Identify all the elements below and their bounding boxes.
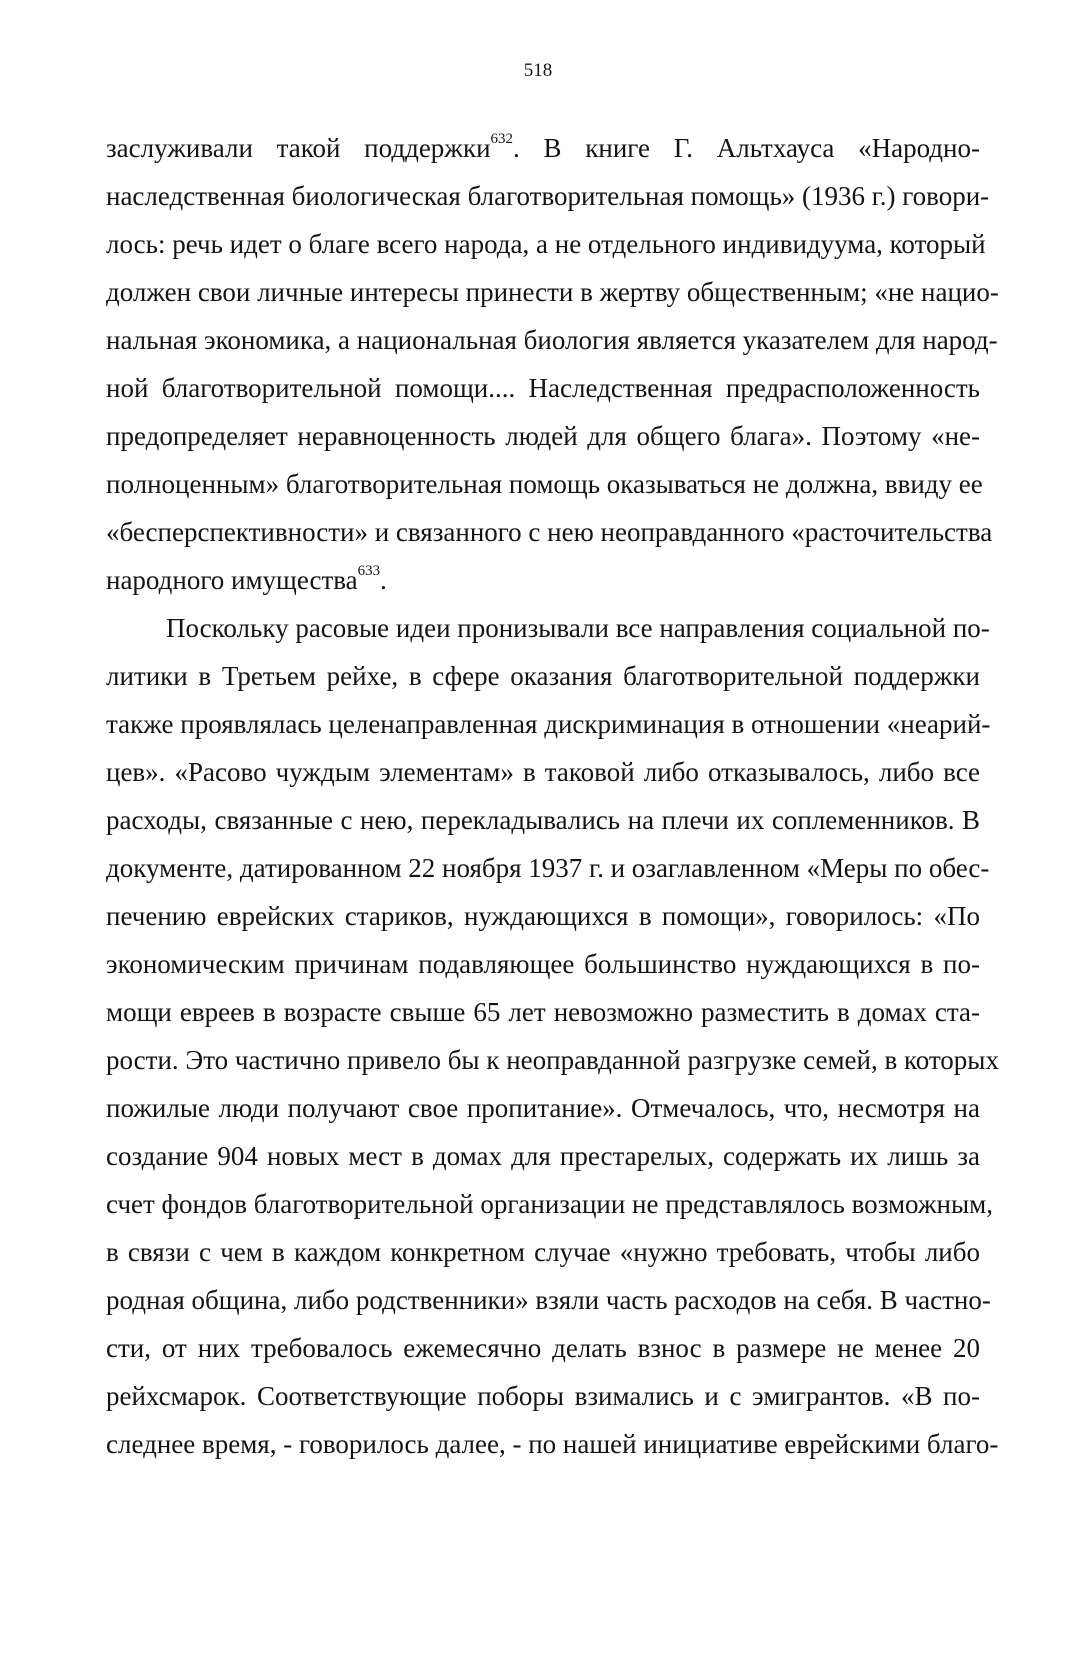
text-line: лось: речь идет о благе всего народа, а не отдельного индивидуума, который	[106, 229, 986, 259]
text-line: родная община, либо родственники» взяли часть расходов на себя. В частно-	[106, 1285, 991, 1315]
text-line: Поскольку расовые идеи пронизывали все направления социальной по-	[166, 613, 990, 643]
text-line: должен свои личные интересы принести в жертву общественным; «не нацио-	[106, 277, 999, 307]
text-line: также проявлялась целенаправленная дискриминация в отношении «неарий-	[106, 709, 991, 739]
text-line: цев». «Расово чуждым элементам» в таковой либо отказывалось, либо все	[106, 757, 980, 787]
text-line: народного имущества$^{633}$.	[106, 563, 387, 595]
text-line: полноценным» благотворительная помощь оказываться не должна, ввиду ее	[106, 469, 983, 499]
text-line: расходы, связанные с нею, перекладывались на плечи их соплеменников. В	[106, 805, 980, 835]
paragraph-2	[106, 604, 999, 1468]
text-line: мощи евреев в возрасте свыше 65 лет невозможно разместить в домах ста-	[106, 997, 980, 1027]
text-line: предопределяет неравноценность людей для общего блага». Поэтому «не-	[106, 421, 980, 451]
footnote-marker-632[interactable]: 632	[490, 131, 514, 147]
text-line: рости. Это частично привело бы к неоправданной разгрузке семей, в которых	[106, 1045, 999, 1075]
text-line: ной благотворительной помощи.... Наследственная предрасположенность	[106, 373, 980, 403]
text-line: счет фондов благотворительной организации не представлялось возможным,	[106, 1189, 993, 1219]
footnote-marker-633[interactable]: 633	[357, 563, 381, 579]
page-number: 518	[523, 60, 553, 81]
text-line: в связи с чем в каждом конкретном случае «нужно требовать, чтобы либо	[106, 1237, 980, 1267]
text-line: сти, от них требовалось ежемесячно делать взнос в размере не менее 20	[106, 1333, 980, 1363]
text-line: наследственная биологическая благотворительная помощь» (1936 г.) говори-	[106, 181, 990, 211]
text-line: заслуживали такой поддержки$^{632}$. В книге Г. Альтхауса «Народно-	[106, 131, 980, 163]
text-line: печению еврейских стариков, нуждающихся в помощи», говорилось: «По	[106, 901, 980, 931]
text-line: «бесперспективности» и связанного с нею неоправданного «расточительства	[106, 517, 993, 547]
paragraph-1	[106, 124, 999, 604]
text-line: литики в Третьем рейхе, в сфере оказания благотворительной поддержки	[106, 661, 980, 691]
text-line: документе, датированном 22 ноября 1937 г. и озаглавленном «Меры по обес-	[106, 853, 990, 883]
text-line: рейхсмарок. Соответствующие поборы взимались и с эмигрантов. «В по-	[106, 1381, 980, 1411]
text-line: экономическим причинам подавляющее большинство нуждающихся в по-	[106, 949, 980, 979]
text-line: следнее время, - говорилось далее, - по нашей инициативе еврейскими благо-	[106, 1429, 999, 1459]
text-line: пожилые люди получают свое пропитание». Отмечалось, что, несмотря на	[106, 1093, 980, 1123]
text-line: создание 904 новых мест в домах для престарелых, содержать их лишь за	[106, 1141, 980, 1171]
text-line: нальная экономика, а национальная биология является указателем для народ-	[106, 325, 998, 355]
